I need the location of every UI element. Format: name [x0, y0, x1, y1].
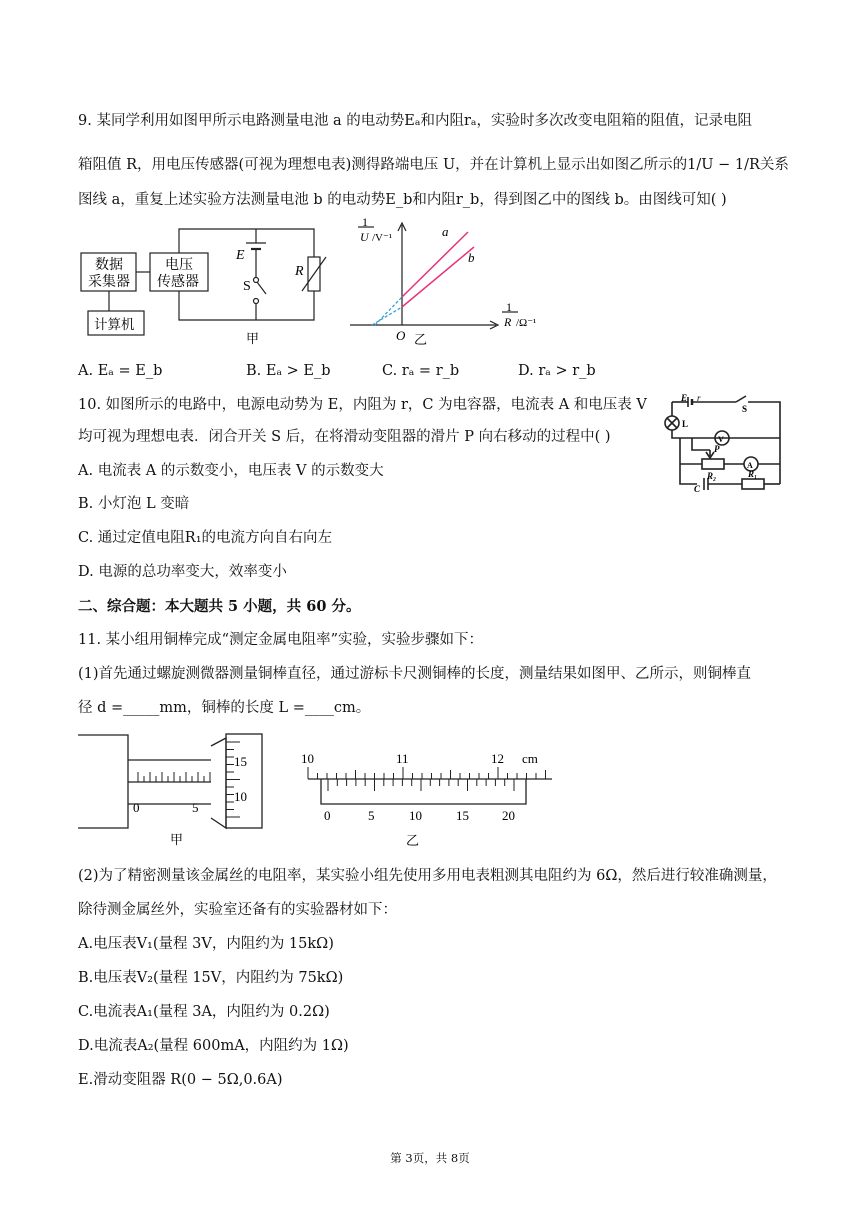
caliper-vernier-5: 5: [368, 808, 375, 823]
q10-fig-v: V: [718, 435, 724, 444]
q10-fig-c: C: [694, 484, 701, 494]
caliper-unit: cm: [522, 751, 538, 766]
yi-x-unit: /Ω⁻¹: [516, 317, 537, 329]
graph-line-b-extension: [372, 307, 402, 325]
q10-fig-r1: R₁: [748, 469, 758, 479]
equipment-e: E.滑动变阻器 R(0 − 5Ω,0.6A): [78, 1072, 283, 1088]
q10-line-1: 10. 如图所示的电路中，电源电动势为 E，内阻为 r，C 为电容器，电流表 A 和电压表 V: [78, 397, 647, 413]
jia-caption: 甲: [246, 331, 260, 346]
equipment-a: A.电压表V₁(量程 3V，内阻约为 15kΩ): [78, 936, 334, 952]
yi-y-unit: /V⁻¹: [372, 232, 393, 244]
equipment-b: B.电压表V₂(量程 15V，内阻约为 75kΩ): [78, 970, 344, 986]
jia-label-r: R: [295, 264, 304, 279]
q11-part1-line-2: 径 d =_____mm，铜棒的长度 L =____cm。: [78, 700, 371, 716]
q9-option-a: A. Eₐ = E_b: [78, 363, 163, 379]
q11-intro: 11. 某小组用铜棒完成“测定金属电阻率”实验，实验步骤如下：: [78, 632, 483, 648]
caliper-vernier-15: 15: [456, 808, 469, 823]
jia-label-s: S: [243, 279, 251, 294]
caliper-main-10: 10: [301, 751, 314, 766]
q11-part1-line-1: (1)首先通过螺旋测微器测量铜棒直径，通过游标卡尺测铜棒的长度，测量结果如图甲、乙所示，则铜棒直: [78, 666, 752, 682]
jia-box-data-label-2: 采集器: [88, 275, 130, 290]
q10-line-2: 均可视为理想电表．闭合开关 S 后，在将滑动变阻器的滑片 P 向右移动的过程中( ): [78, 429, 611, 445]
section-2-heading: 二、综合题：本大题共 5 小题，共 60 分。: [78, 598, 361, 615]
micro-label-15: 15: [234, 754, 247, 769]
graph-line-a-extension: [375, 297, 402, 325]
jia-box-sensor-label-2: 传感器: [157, 275, 199, 290]
q10-fig-e: E: [681, 393, 688, 403]
q9-figure-yi: [346, 215, 556, 355]
q10-fig-r: r: [697, 393, 701, 403]
q10-option-a: A. 电流表 A 的示数变小，电压表 V 的示数变大: [78, 463, 384, 479]
yi-origin: O: [396, 328, 406, 343]
yi-x-label-num: 1: [506, 300, 512, 314]
jia-box-data-label: 数据: [95, 258, 123, 273]
q10-fig-s: S: [742, 404, 748, 414]
q9-option-c: C. rₐ = r_b: [382, 363, 460, 379]
caliper-main-11: 11: [396, 751, 409, 766]
yi-y-label-den: U: [360, 230, 369, 244]
caliper-vernier-20: 20: [502, 808, 515, 823]
q10-fig-r2: R₂: [707, 471, 717, 481]
yi-x-label-den: R: [504, 315, 512, 329]
q10-option-b: B. 小灯泡 L 变暗: [78, 496, 190, 512]
q9-line-2: 箱阻值 R，用电压传感器(可视为理想电表)测得路端电压 U，并在计算机上显示出如图乙所示的1/U − 1/R关系: [78, 157, 789, 173]
q9-line-1: 9. 某同学利用如图甲所示电路测量电池 a 的电动势Eₐ和内阻rₐ，实验时多次改变电阻箱的阻值，记录电阻: [78, 113, 753, 129]
caliper-main-12: 12: [491, 751, 504, 766]
q9-figure-jia: [76, 225, 336, 350]
q10-fig-a: A: [747, 461, 753, 470]
q11-caliper-figure: [296, 746, 556, 850]
caliper-vernier-10: 10: [409, 808, 422, 823]
yi-label-b: b: [468, 250, 475, 265]
q10-fig-p: P: [714, 444, 720, 454]
q10-fig-l: L: [682, 419, 689, 429]
caliper-caption: 乙: [406, 833, 420, 848]
equipment-d: D.电流表A₂(量程 600mA，内阻约为 1Ω): [78, 1038, 349, 1054]
jia-box-sensor-label: 电压: [165, 258, 193, 273]
graph-line-b: [402, 247, 474, 307]
q11-micrometer-figure: [78, 730, 278, 848]
q9-option-d: D. rₐ > r_b: [518, 363, 596, 379]
q10-circuit-figure: [662, 392, 786, 508]
caliper-vernier-0: 0: [324, 808, 331, 823]
q10-option-c: C. 通过定值电阻R₁的电流方向自右向左: [78, 530, 333, 546]
micro-label-0: 0: [133, 800, 140, 815]
yi-label-a: a: [442, 224, 449, 239]
q10-option-d: D. 电源的总功率变大，效率变小: [78, 564, 287, 580]
q9-option-b: B. Eₐ > E_b: [246, 363, 331, 379]
micro-label-5: 5: [192, 800, 199, 815]
jia-label-e: E: [236, 248, 245, 263]
yi-caption: 乙: [414, 332, 428, 347]
q11-part2-line-1: (2)为了精密测量该金属丝的电阻率，某实验小组先使用多用电表粗测其电阻约为 6Ω，然后进行较准确测量，: [78, 868, 777, 884]
q9-line-3: 图线 a，重复上述实验方法测量电池 b 的电动势E_b和内阻r_b，得到图乙中的图线 b。由图线可知( ): [78, 192, 727, 208]
jia-box-computer-label: 计算机: [94, 317, 135, 332]
equipment-c: C.电流表A₁(量程 3A，内阻约为 0.2Ω): [78, 1004, 330, 1020]
graph-line-a: [402, 232, 468, 297]
page-footer: 第 3页，共 8页: [390, 1151, 470, 1165]
micro-label-10: 10: [234, 789, 247, 804]
q11-part2-line-2: 除待测金属丝外，实验室还备有的实验器材如下：: [78, 902, 397, 918]
yi-y-label-num: 1: [362, 215, 368, 229]
micro-caption: 甲: [170, 832, 184, 847]
